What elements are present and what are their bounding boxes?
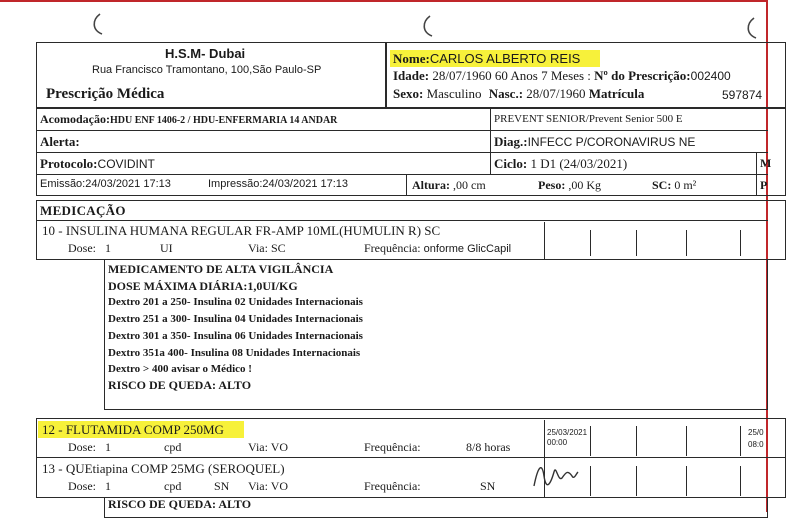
med13-via: Via: VO <box>248 479 289 493</box>
note-line: Dextro 201 a 250- Insulina 02 Unidades Internacionais <box>108 296 363 308</box>
hospital-name: H.S.M- Dubai <box>165 46 246 61</box>
grid-line <box>544 420 545 458</box>
grid-line <box>636 230 637 256</box>
red-top-border <box>0 0 768 2</box>
grid-line <box>544 222 545 260</box>
ciclo-value: 1 D1 (24/03/2021) <box>530 156 628 171</box>
impressao: Impressão:24/03/2021 17:13 <box>208 178 349 190</box>
med13-unit: cpd <box>164 479 182 493</box>
med12-stamp-time-2: 08:0 <box>748 440 764 449</box>
presc-label: Nº do Prescrição: <box>594 68 691 83</box>
hospital-address: Rua Francisco Tramontano, 100,São Paulo-SP <box>92 64 322 76</box>
med12-stamp-date-2: 25/0 <box>748 428 764 437</box>
sex-value: Masculino <box>426 86 482 101</box>
med12-title: 12 - FLUTAMIDA COMP 250MG <box>42 422 224 437</box>
handwritten-mark <box>88 12 108 38</box>
grid-line <box>590 230 591 256</box>
altura-value: ,00 cm <box>453 178 486 192</box>
med12-via: Via: VO <box>248 440 289 454</box>
altura-label: Altura: <box>412 178 450 192</box>
plano: PREVENT SENIOR/Prevent Senior 500 E <box>494 113 683 125</box>
med12-stamp-time: 00:00 <box>547 438 568 447</box>
cut-text: M <box>760 156 772 170</box>
note-line: RISCO DE QUEDA: ALTO <box>108 378 252 392</box>
sc-value: 0 m² <box>674 178 697 192</box>
med10-dose-value: 1 <box>105 241 111 255</box>
med10-dose-label: Dose: <box>68 241 96 255</box>
med13-risk: RISCO DE QUEDA: ALTO <box>108 497 252 511</box>
ciclo-label: Ciclo: <box>494 156 528 171</box>
grid-line <box>36 220 768 221</box>
altura-row <box>412 178 486 193</box>
protocolo-value: COVIDINT <box>97 157 155 171</box>
sex-label: Sexo: <box>393 86 424 101</box>
grid-line <box>686 426 687 456</box>
med10-freq-label: Frequência: <box>364 241 421 255</box>
diag-label: Diag.: <box>494 134 528 149</box>
med10-freq-row <box>364 241 511 256</box>
nasc-label: Nasc.: <box>488 86 524 101</box>
note-line: Dextro 251 a 300- Insulina 04 Unidades Internacionais <box>108 313 363 325</box>
acomodacao-value: HDU ENF 1406-2 / HDU-ENFERMARIA 14 ANDAR <box>109 115 338 126</box>
med13-sn: SN <box>214 479 230 493</box>
handwritten-signature <box>528 456 582 496</box>
cut-text: P <box>760 178 768 192</box>
acomodacao-row <box>40 112 337 127</box>
medicacao-header: MEDICAÇÃO <box>40 203 126 218</box>
ciclo-row <box>494 156 627 172</box>
grid-line <box>636 466 637 496</box>
grid-line <box>740 466 741 496</box>
patient-name: CARLOS ALBERTO REIS <box>429 51 581 66</box>
age-value: 28/07/1960 60 Anos 7 Meses <box>432 68 585 83</box>
alerta-label: Alerta: <box>40 134 80 149</box>
med13-freq-value: SN <box>480 479 496 493</box>
matricula-value: 597874 <box>722 88 763 102</box>
grid-line <box>686 230 687 256</box>
grid-line <box>740 426 741 456</box>
med12-dose-label: Dose: <box>68 440 96 454</box>
grid-line <box>636 426 637 456</box>
grid-line <box>36 174 768 175</box>
peso-value: ,00 Kg <box>568 178 601 192</box>
med10-via: Via: SC <box>248 241 286 255</box>
grid-line <box>36 130 768 131</box>
nasc-value: 28/07/1960 <box>526 86 586 101</box>
note-line: Dextro 351a 400- Insulina 08 Unidades Internacionais <box>108 347 361 359</box>
handwritten-mark <box>742 16 762 42</box>
med13-dose-label: Dose: <box>68 479 96 493</box>
med12-stamp-date: 25/03/2021 <box>547 428 588 437</box>
patient-name-row <box>393 51 580 67</box>
note-line: DOSE MÁXIMA DIÁRIA:1,0UI/KG <box>108 279 298 293</box>
document-title: Prescrição Médica <box>46 86 165 102</box>
protocolo-row <box>40 156 155 172</box>
grid-line <box>490 108 491 174</box>
matricula-label: Matrícula <box>588 86 645 101</box>
note-line: Dextro > 400 avisar o Médico ! <box>108 363 252 375</box>
peso-label: Peso: <box>538 178 566 192</box>
grid-line <box>590 426 591 456</box>
diag-value: INFECC P/CORONAVIRUS NE <box>527 135 696 149</box>
med10-unit: UI <box>160 241 173 255</box>
grid-line <box>756 152 757 196</box>
med12-freq-label: Frequência: <box>364 440 421 454</box>
peso-row <box>538 178 601 193</box>
med10-freq-value: onforme GlicCapil <box>423 243 512 255</box>
patient-age-row: Idade: 28/07/1960 60 Anos 7 Meses : Nº do Prescrição:002400 <box>393 68 731 83</box>
handwritten-mark <box>418 14 438 40</box>
grid-line <box>36 152 768 153</box>
sc-row <box>652 178 696 193</box>
med12-dose-value: 1 <box>105 440 111 454</box>
med12-unit: cpd <box>164 440 182 454</box>
protocolo-label: Protocolo: <box>40 156 98 171</box>
grid-line <box>406 174 407 196</box>
med13-freq-label: Frequência: <box>364 479 421 493</box>
med13-dose-value: 1 <box>105 479 111 493</box>
acomodacao-label: Acomodação: <box>40 112 110 126</box>
med12-freq-value: 8/8 horas <box>466 440 511 454</box>
grid-line <box>590 466 591 496</box>
patient-name-label: Nome: <box>393 51 430 66</box>
diag-row <box>494 134 695 150</box>
note-line: Dextro 301 a 350- Insulina 06 Unidades Internacionais <box>108 330 363 342</box>
presc-number: 002400 <box>690 69 731 83</box>
age-label: Idade: <box>393 68 430 83</box>
grid-line <box>686 466 687 496</box>
sc-label: SC: <box>652 178 672 192</box>
patient-sex-row <box>393 86 644 102</box>
grid-line <box>740 230 741 256</box>
med13-title: 13 - QUEtiapina COMP 25MG (SEROQUEL) <box>42 461 285 476</box>
emissao: Emissão:24/03/2021 17:13 <box>40 178 171 190</box>
note-line: MEDICAMENTO DE ALTA VIGILÂNCIA <box>108 262 334 276</box>
med10-title: 10 - INSULINA HUMANA REGULAR FR-AMP 10ML(HUMULIN R) SC <box>42 223 441 238</box>
